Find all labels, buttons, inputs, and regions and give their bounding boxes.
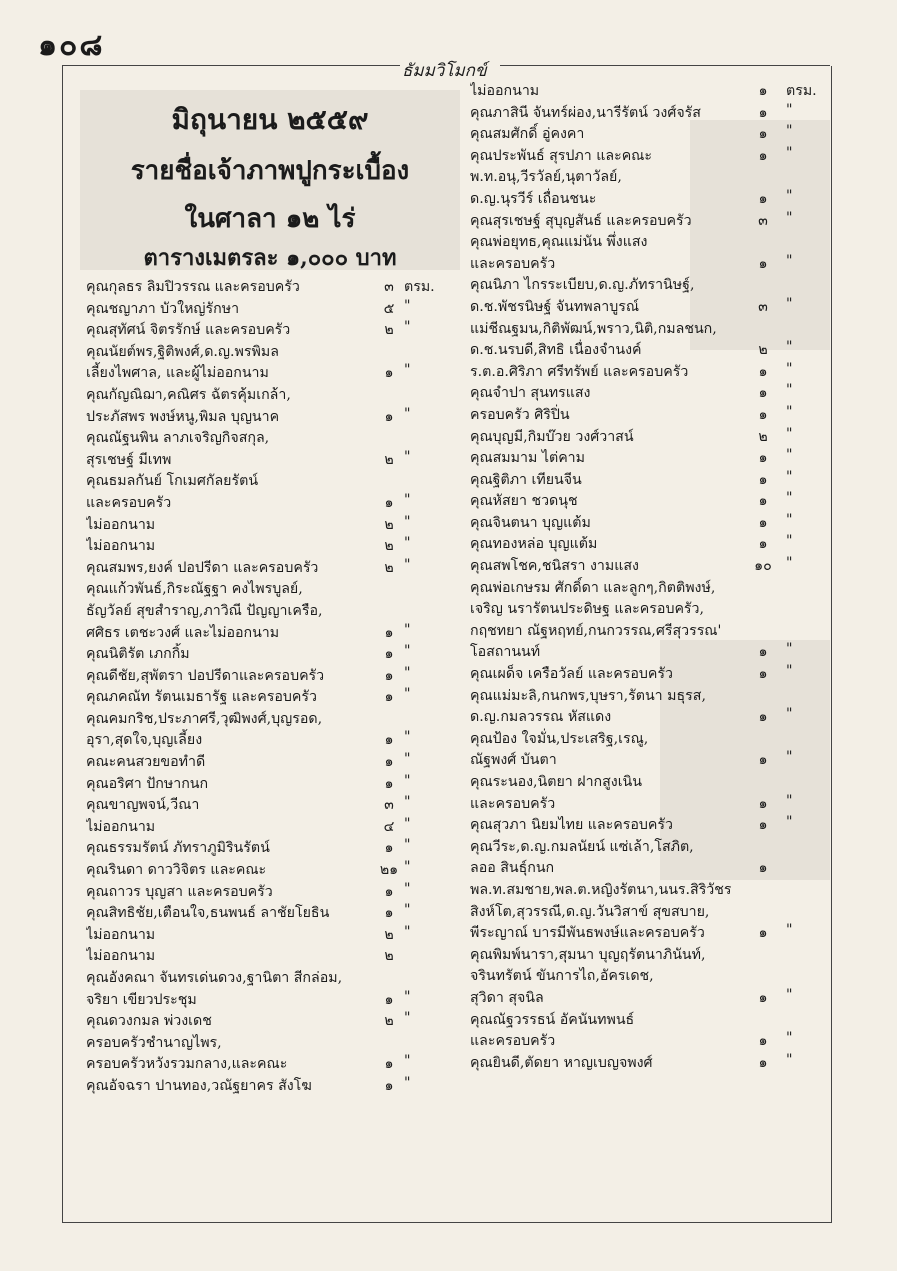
donor-row [86,989,446,1011]
donor-unit: " [404,686,411,703]
donor-row [86,751,446,773]
donor-name: และครอบครัว [86,494,172,511]
donor-row [86,729,446,751]
donor-name: คุณป้อง ใจมั่น,ประเสริฐ,เรณู, [470,730,649,747]
donor-row [86,384,446,406]
donor-row [86,362,446,384]
donor-unit: " [404,643,411,660]
donor-unit: " [404,902,411,919]
donor-row [86,773,446,795]
donor-row [470,231,820,253]
donor-name: คุณบุญมี,กิมบ๊วย วงศ์วาสน์ [470,428,634,445]
donor-unit: " [786,360,793,377]
donor-name: เลี้ยงไพศาล, และผู้ไม่ออกนาม [86,365,269,382]
donor-count: ๑ [758,104,768,121]
donor-row [86,319,446,341]
donor-count: ๑ [758,666,768,683]
donor-name: คุณแม่มะลิ,กนกพร,บุษรา,รัตนา มธุรส, [470,687,706,704]
donor-unit: " [786,511,793,528]
donor-name: คุณพ่อยุทธ,คุณแม่นัน พึ่งแสง [470,234,648,251]
donor-name: คุณณัฐนพิน ลาภเจริญกิจสกุล, [86,430,270,447]
donor-count: ๑๐ [754,558,772,575]
heading-hall: ในศาลา ๑๒ ไร่ [184,204,356,234]
donor-row [86,622,446,644]
donor-unit: " [786,749,793,766]
donor-name: โอสถานนท์ [470,644,541,661]
donor-row [470,426,820,448]
donor-row [86,837,446,859]
donor-name: ไม่ออกนาม [470,83,540,99]
donor-row [86,924,446,946]
donor-count: ๒ [384,451,394,468]
donor-count: ๑ [758,1033,768,1050]
donor-unit: " [404,1074,411,1091]
donor-unit: " [786,403,793,420]
donor-row [470,620,820,642]
donor-name: คุณดีชัย,สุพัตรา ปอปรีดาและครอบครัว [86,667,325,684]
donor-row [86,1053,446,1075]
donor-name: คุณจำปา สุนทรแสง [470,385,591,402]
donor-name: ไม่ออกนาม [86,948,156,965]
donor-name: คุณกุลธร ลิมปิวรรณ และครอบครัว [86,279,300,295]
donor-row [470,490,820,512]
donor-row [470,469,820,491]
donor-name: คุณนิติรัต เภกกิ้ม [86,646,190,663]
donor-name: คุณอัจฉรา ปานทอง,วณัฐยาคร สังโฆ [86,1077,312,1094]
donor-name: ร.ต.อ.ศิริภา ศรีทรัพย์ และครอบครัว [470,363,689,380]
donor-name: คุณประพันธ์ สุรปภา และคณะ [470,147,652,164]
donor-count: ๑ [758,190,768,207]
donor-name: คุณอังคณา จันทรเด่นดวง,ฐานิตา สีกล่อม, [86,970,343,986]
donor-unit: " [786,209,793,226]
donor-count: ๒ [384,948,394,965]
donor-row [86,535,446,557]
donor-name: ไม่ออกนาม [86,818,156,835]
donor-name: คุณวีระ,ด.ญ.กมลนัยน์ แซ่เล้า,โสภิต, [470,838,694,855]
donor-row [470,210,820,232]
donor-name: คุณระนอง,นิตยา ฝากสูงเนิน [470,774,642,790]
donor-count: ๑ [384,754,394,771]
donor-name: คุณคมกริช,ประภาศรี,วุฒิพงศ์,บุญรอด, [86,710,323,727]
donor-name: ครอบครัว ศิริปิ่น [470,406,570,423]
donor-count: ๓ [758,212,768,229]
donor-row [470,253,820,275]
donor-name: ธัญวัลย์ สุขสำราญ,ภาวิณี ปัญญาเครือ, [86,602,323,619]
donor-row [470,987,820,1009]
donor-unit: " [786,339,793,356]
donor-name: คุณถาวร บุญสา และครอบครัว [86,883,273,900]
donor-count: ๑ [758,709,768,726]
donor-row [470,1030,820,1052]
donor-count: ๑ [384,991,394,1008]
donor-unit: " [786,468,793,485]
donor-unit: " [786,641,793,658]
donor-count: ๑ [384,905,394,922]
donor-name: ณัฐพงศ์ บันตา [470,752,557,769]
donor-row [86,902,446,924]
donor-name: คุณขาญพจน์,วีณา [86,797,200,814]
donor-count: ๒ [758,342,768,359]
donor-unit: " [786,922,793,939]
donor-row [470,814,820,836]
donor-row [86,794,446,816]
donor-name: และครอบครัว [470,255,556,272]
donor-unit: " [404,837,411,854]
donor-row [86,427,446,449]
donor-name: ด.ช.นรบดี,สิทธิ เนื่องจำนงค์ [470,342,642,359]
donor-name: คุณสุรเชษฐ์ สุบุญสันธ์ และครอบครัว [470,212,692,229]
donor-unit: " [786,706,793,723]
donor-count: ๒ [384,1013,394,1030]
donor-name: คุณสิทธิชัย,เตือนใจ,ธนพนธ์ ลาชัยโยธิน [86,905,330,922]
donor-row [86,816,446,838]
donor-name: คุณยินดี,ตัดยา หาญเบญจพงศ์ [470,1054,653,1071]
donor-unit: " [404,556,411,573]
donor-row [470,274,820,296]
donor-unit: " [404,621,411,638]
donor-name: คุณสพโชค,ชนิสรา งามแสง [470,558,639,575]
donor-count: ๑ [758,989,768,1006]
donor-unit: " [786,187,793,204]
heading-donor-list: รายชื่อเจ้าภาพปูกระเบื้อง [130,156,410,186]
donor-row [86,341,446,363]
donor-unit: " [404,772,411,789]
donor-row [470,728,820,750]
donor-unit: ตรม. [404,279,435,295]
donor-name: จริยา เขียวประชุม [86,991,197,1008]
donor-row [86,859,446,881]
donor-name: สุวิดา สุจนิล [470,989,544,1006]
donor-row [470,166,820,188]
donor-row [470,879,820,901]
donor-unit: " [786,425,793,442]
donor-unit: " [404,319,411,336]
donor-row [470,145,820,167]
donor-unit: ตรม. [786,83,817,99]
donor-count: ๒ [384,559,394,576]
donor-row [86,1075,446,1097]
donor-count: ๑ [384,1056,394,1073]
donor-row [86,967,446,989]
donor-row [470,836,820,858]
donor-name: คุณชญาภา บัวใหญ่รักษา [86,300,240,317]
donor-count: ๑ [758,385,768,402]
donor-row [86,470,446,492]
donor-row [470,102,820,124]
donor-row [470,944,820,966]
donor-name: คุณแก้วพันธ์,กิระณัฐฐา คงไพรบูลย์, [86,581,303,598]
donor-name: คุณกัญณิฌา,คณิศร ฉัตรคุ้มเกล้า, [86,386,291,403]
heading-month: มิถุนายน ๒๕๕๙ [171,103,369,136]
donor-count: ๑ [384,667,394,684]
donor-name: คุณนัยต์พร,ฐิติพงศ์,ด.ญ.พรพิมล [86,343,279,360]
donor-unit: " [404,859,411,876]
donor-unit: " [404,535,411,552]
donor-unit: " [786,814,793,831]
donor-count: ๒๑ [379,862,399,879]
donor-unit: " [404,1053,411,1070]
donor-unit: " [404,988,411,1005]
donor-count: ๑ [384,494,394,511]
donor-row [86,665,446,687]
donor-row [86,945,446,967]
donor-count: ๑ [384,883,394,900]
donor-name: พล.ท.สมชาย,พล.ต.หญิงรัตนา,นนร.สิริวัชร [470,881,732,898]
donor-count: ๑ [758,363,768,380]
donor-row [86,492,446,514]
donor-count: ๒ [384,322,394,339]
donor-row [470,922,820,944]
donor-row [470,663,820,685]
donor-unit: " [786,1030,793,1047]
donor-name: คุณหัสยา ชวดนุช [470,493,578,510]
donor-unit: " [404,794,411,811]
donor-count: ๑ [384,408,394,425]
donor-count: ๑ [758,83,768,99]
donor-name: สิงห์โต,สุวรรณี,ด.ญ.วันวิสาข์ สุขสบาย, [470,903,710,920]
page-number: ๑๐๘ [38,28,105,63]
donor-unit: " [404,664,411,681]
donor-unit: " [786,533,793,550]
donor-list-right [470,80,820,1073]
donor-count: ๑ [384,365,394,382]
donor-count: ๑ [758,795,768,812]
donor-row [86,514,446,536]
donor-unit: " [404,880,411,897]
donor-name: และครอบครัว [470,1033,556,1050]
donor-unit: " [404,362,411,379]
donor-row [470,512,820,534]
donor-count: ๑ [384,646,394,663]
donor-count: ๒ [758,428,768,445]
donor-row [470,188,820,210]
donor-count: ๑ [758,925,768,942]
donor-name: คุณสุวภา นิยมไทย และครอบครัว [470,817,673,834]
donor-unit: " [404,491,411,508]
donor-count: ๑ [758,450,768,467]
donor-unit: " [404,923,411,940]
donor-name: และครอบครัว [470,795,556,812]
donor-name: ไม่ออกนาม [86,926,156,943]
donor-name: สุรเชษฐ์ มีเทพ [86,451,172,468]
donor-count: ๑ [758,752,768,769]
donor-row [470,706,820,728]
donor-row [470,80,820,102]
donor-count: ๑ [384,1077,394,1094]
donor-row [86,406,446,428]
donor-count: ๒ [384,926,394,943]
donor-row [86,708,446,730]
donor-row [470,577,820,599]
donor-name: ไม่ออกนาม [86,516,156,533]
donor-count: ๑ [384,689,394,706]
donor-unit: " [786,490,793,507]
donor-row [470,1009,820,1031]
donor-unit: " [786,382,793,399]
donor-name: คุณธรรมรัตน์ ภัทราภูมิรินรัตน์ [86,840,270,857]
donor-unit: " [404,513,411,530]
donor-count: ๑ [758,406,768,423]
donor-unit: " [404,751,411,768]
donor-name: ครอบครัวหวังรวมกลาง,และคณะ [86,1056,288,1073]
donor-unit: " [786,555,793,572]
donor-row [470,533,820,555]
donor-name: ด.ญ.นุรวีร์ เถื่อนชนะ [470,190,597,207]
donor-count: ๑ [758,817,768,834]
donor-name: คุณเผด็จ เครือวัลย์ และครอบครัว [470,666,673,683]
donor-row [86,298,446,320]
donor-unit: " [786,252,793,269]
donor-row [470,901,820,923]
donor-unit: " [786,986,793,1003]
donor-name: ครอบครัวชำนาญไพร, [86,1034,222,1051]
donor-count: ๓ [384,797,394,814]
donor-name: ประภัสพร พงษ์หนู,พิมล บุญนาค [86,408,280,425]
donor-unit: " [786,295,793,312]
donor-unit: " [786,123,793,140]
donor-name: คุณทองหล่อ บุญแต้ม [470,536,598,553]
donor-name: คุณจินตนา บุญแต้ม [470,514,591,531]
donor-count: ๕ [383,300,395,317]
donor-count: ๑ [758,536,768,553]
donor-row [86,578,446,600]
donor-row [470,685,820,707]
donor-row [470,749,820,771]
donor-count: ๑ [758,255,768,272]
donor-row [470,447,820,469]
donor-name: คุณสมพร,ยงค์ ปอปรีดา และครอบครัว [86,559,319,576]
donor-unit: " [404,1010,411,1027]
donor-row [470,123,820,145]
donor-row [470,382,820,404]
donor-name: ไม่ออกนาม [86,538,156,555]
donor-row [470,771,820,793]
donor-unit: " [404,729,411,746]
donor-unit: " [786,792,793,809]
donor-count: ๑ [758,471,768,488]
donor-row [86,449,446,471]
header-title: ธัมมวิโมกข์ [402,61,487,81]
donor-unit: " [786,663,793,680]
donor-row [470,965,820,987]
donor-row [86,557,446,579]
donor-name: คุณพิมพ์นารา,สุมนา บุญฤรัตนาภินันท์, [470,946,706,963]
donor-name: คุณรินดา ดาววิจิตร และคณะ [86,862,267,879]
donor-name: คุณนิภา ไกรระเบียบ,ด.ญ.ภัทรานิษฐ์, [470,277,695,294]
donor-row [86,1032,446,1054]
donor-row [470,339,820,361]
donor-name: กฤชทยา ณัฐหฤทย์,กนกวรรณ,ศรีสุวรรณ' [470,622,722,639]
donor-count: ๑ [758,644,768,661]
donor-count: ๓ [758,298,768,315]
donor-name: แม่ชีณฐมน,กิติพัฒน์,พราว,นิติ,กมลชนก, [470,320,717,337]
donor-row [470,318,820,340]
donor-name: พีระญาณ์ บารมีพันธพงษ์และครอบครัว [470,925,705,942]
donor-row [470,296,820,318]
donor-name: ด.ญ.กมลวรรณ หัสแดง [470,709,612,726]
donor-name: คุณธมลกันย์ โกเมศกัลยรัตน์ [86,473,259,490]
donor-name: คณะคนสวยขอทำดี [86,754,206,771]
donor-row [470,361,820,383]
donor-count: ๒ [384,516,394,533]
donor-name: ศศิธร เตชะวงศ์ และไม่ออกนาม [86,624,280,641]
donor-name: คุณสมมาม ไต่คาม [470,450,586,467]
donor-name: คุณสุทัศน์ จิตรรักษ์ และครอบครัว [86,322,291,339]
donor-row [470,555,820,577]
donor-count: ๑ [758,514,768,531]
donor-unit: " [404,405,411,422]
donor-name: คุณภาสินี จันทร์ผ่อง,นารีรัตน์ วงศ์จรัส [470,104,701,121]
donor-row [86,643,446,665]
donor-count: ๑ [758,860,768,877]
donor-row [470,598,820,620]
donor-count: ๔ [383,818,395,835]
donor-count: ๑ [758,147,768,164]
donor-name: พ.ท.อนุ,วีรวัลย์,นุตาวัลย์, [470,169,622,186]
donor-unit: " [786,447,793,464]
donor-row [86,600,446,622]
donor-unit: " [404,297,411,314]
donor-unit: " [786,144,793,161]
donor-row [470,641,820,663]
donor-unit: " [786,1051,793,1068]
donor-name: คุณดวงกมล พ่วงเดช [86,1013,212,1030]
donor-count: ๑ [758,1054,768,1071]
donor-row [86,686,446,708]
donor-count: ๑ [384,732,394,749]
donor-count: ๑ [384,775,394,792]
donor-name: คุณอริศา ปักษากนก [86,775,209,792]
donor-unit: " [404,815,411,832]
donor-name: ลออ สินธุ์กนก [470,860,555,877]
donor-row [470,857,820,879]
donor-name: ด.ช.พัชรนิษฐ์ จันทพลาบูรณ์ [470,298,640,315]
donor-count: ๑ [384,624,394,641]
donor-row [86,1010,446,1032]
donor-count: ๒ [384,538,394,555]
donor-name: คุณสมศักดิ์ อู่คงคา [470,126,585,143]
donor-row [470,793,820,815]
donor-name: คุณฐิติภา เทียนจีน [470,471,582,488]
donor-name: คุณพ่อเกษรม ศักดิ์ดา และลูกๆ,กิตติพงษ์, [470,579,716,596]
donor-name: อุรา,สุดใจ,บุญเลี้ยง [86,732,203,749]
donor-list-left [86,276,446,1097]
donor-name: คุณภคณัท รัตนเมธารัฐ และครอบครัว [86,689,318,706]
heading-price: ตารางเมตรละ ๑,๐๐๐ บาท [143,245,397,271]
donor-count: ๑ [758,493,768,510]
donor-row [86,276,446,298]
donor-unit: " [404,448,411,465]
donor-count: ๓ [384,279,394,295]
donor-unit: " [786,101,793,118]
donor-count: ๑ [758,126,768,143]
donor-count: ๑ [384,840,394,857]
donor-row [470,1052,820,1074]
donor-name: จรินทรัตน์ ขันการไถ,อัครเดช, [470,968,654,985]
donor-name: เจริญ นรารัตนประดิษฐ และครอบครัว, [470,601,705,618]
donor-row [86,881,446,903]
donor-row [470,404,820,426]
donor-name: คุณณัฐวรรธน์ อัคนันทพนธ์ [470,1011,635,1028]
